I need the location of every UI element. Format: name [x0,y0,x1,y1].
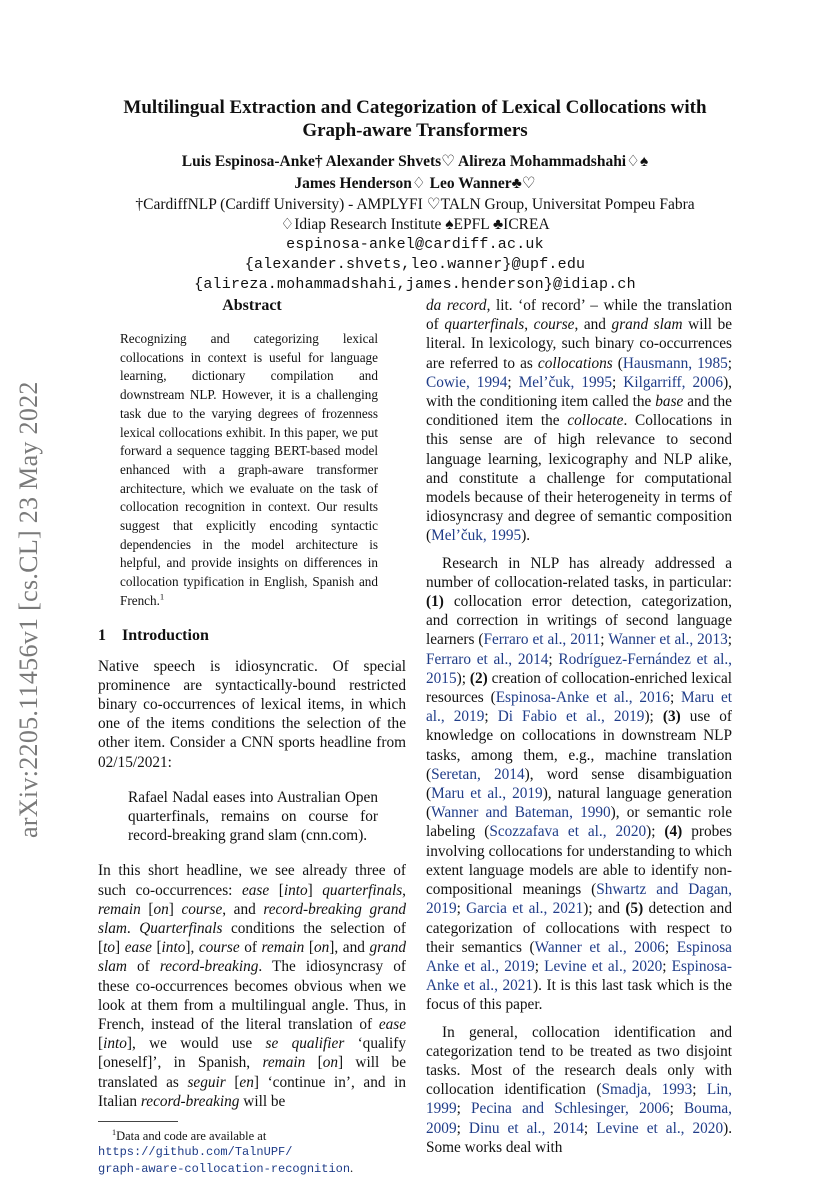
bold-text: (5) [625,900,644,918]
emphasis-text: to [103,939,116,957]
emphasis-text: grand slam [611,316,683,334]
text-span: conditions the selection of [ [98,919,406,957]
text-span: [ [304,939,314,957]
citation[interactable]: Shwartz and Dagan, 2019 [426,881,732,918]
affiliations-line-2: ♢Idiap Research Institute ♠EPFL ♣ICREA [280,216,550,233]
text-span: ‘qualify [oneself]’, in Spanish, [98,1035,407,1072]
text-span: ; [548,650,559,668]
text-span: ; [727,631,732,649]
intro-paragraph-4 [426,554,732,1015]
text-span: ] ‘continue in’, and in Italian [98,1073,407,1110]
authors-line-2: James Henderson♢ Leo Wanner♣♡ [294,175,536,192]
citation[interactable]: Pecina and Schlesinger, 2006 [471,1100,670,1118]
citation[interactable]: Smadja, 1993 [601,1081,693,1099]
text-span: , [524,316,534,334]
text-span: and the conditioned item the [426,393,732,430]
text-span: detection and categorization of collocations with respect to their semantics ( [426,900,732,956]
headline-quote: Rafael Nadal eases into Australian Open quarterfinals, remains on course for record-breaking grand slam (cnn.com). [128,788,378,845]
emphasis-text: course [181,900,223,918]
text-span: ; [669,689,682,707]
citation[interactable]: Levine et al., 2020 [596,1119,724,1137]
email-2: {alexander.shvets,leo.wanner}@upf.edu [244,256,586,273]
text-span: ; [669,1100,684,1118]
text-span: ( [612,354,623,372]
text-span: ; [484,708,498,726]
intro-paragraph-2 [98,861,406,1111]
paper-title [80,96,750,142]
citation[interactable]: Maru et al., 2019 [426,689,733,726]
emphasis-text: on [153,900,169,918]
emphasis-text: collocations [537,354,613,372]
citation[interactable]: Ferraro et al., 2011 [483,631,601,649]
text-span: ); [644,708,663,726]
text-span: ; [662,957,672,975]
emphasis-text: record-breaking grand slam [98,900,407,937]
emphasis-text: remain [261,939,305,957]
footnote-rule [98,1121,178,1122]
text-span: ; [456,900,467,918]
text-span: [ [98,1035,104,1053]
footnote [98,1128,406,1177]
text-span: ; [727,354,733,372]
emphasis-text: ease [378,1016,406,1033]
text-span: , lit. ‘of record’ – while the translation of [426,297,732,334]
emphasis-text: remain [262,1054,306,1072]
text-span: [ [269,881,284,899]
text-span: [ [151,939,162,957]
text-span: ). It is this last task which is the focus of this paper. [426,977,732,1014]
emphasis-text: se qualifier [265,1035,345,1053]
affiliations-line-1: †CardiffNLP (Cardiff University) - AMPLYFI ♡TALN Group, Universitat Pompeu Fabra [135,196,695,213]
text-span: creation of collocation-enriched lexical resources ( [426,669,733,707]
citation[interactable]: Espinosa-Anke et al., 2016 [495,689,670,707]
citation[interactable]: Di Fabio et al., 2019 [497,708,645,726]
text-span: ; [664,938,677,956]
footnote-link-line-1[interactable]: https://github.com/TalnUPF/ [98,1145,293,1160]
email-1: espinosa-ankel@cardiff.ac.uk [286,236,544,253]
abstract-body: Recognizing and categorizing lexical collocations in context is useful for language learning, dictionary compilation and downstream NLP. However, it is a challenging task due to the varying degrees of frozenness lexical collocations exhibit. In this paper, we put forward a sequence tagging BERT-based model enhanced with a graph-aware transformer architecture, which we evaluate on the task of collocation recognition in context. Our results suggest that explicitly encoding syntactic dependencies in the model architecture is helpful, and provide insights on differences in collocation typification in English, Spanish and French. [120,331,378,608]
citation[interactable]: Bouma, 2009 [426,1100,732,1137]
text-span: , and [574,316,612,334]
section-number: 1 [98,626,106,644]
citation[interactable]: Cowie, 1994 [426,373,508,391]
text-span: ], [185,939,199,957]
email-3: {alireza.mohammadshahi,james.henderson}@idiap.ch [194,276,636,293]
emphasis-text: on [314,939,330,957]
footnote-ref[interactable]: 1 [159,591,165,602]
intro-paragraph-1: Native speech is idiosyncratic. Of special prominence are syntactically-bound restricted binary co-occurrences of lexical items, in which one of the items conditions the selection of the other item. Consider a CNN sports headline from 02/15/2021: [98,657,406,771]
text-span: ); [456,669,470,687]
citation[interactable]: Hausmann, 1985 [622,354,728,372]
text-span: Research in NLP has already addressed a number of collocation-related tasks, in particular: [426,554,732,591]
text-span: [ [305,1054,323,1072]
authors-line-1: Luis Espinosa-Anke† Alexander Shvets♡ Alireza Mohammadshahi♢♠ [181,153,649,170]
text-span: . Collocations in this sense are of high relevance to second language learning, lexicography and NLP alike, and constitute a challenge for computational models because of their heterogeneity in terms of idiosyncrasy and degree of semantic composition ( [426,412,732,545]
citation[interactable]: Scozzafava et al., 2020 [489,823,647,841]
text-span: . [126,919,140,937]
emphasis-text: on [322,1054,338,1072]
emphasis-text: da record [426,297,487,314]
text-span: In this short headline, we see already three of such co-occurrences: [98,862,406,899]
text-span: ], we would use [126,1035,266,1053]
emphasis-text: course [533,316,575,334]
text-span: use of knowledge on collocations in downstream NLP tasks, among them, e.g., machine translation ( [426,708,732,783]
text-span: ] [168,900,182,918]
section-heading-introduction [98,627,406,645]
emphasis-text: record-breaking [140,1092,240,1110]
emphasis-text: into [283,881,308,899]
emphasis-text: into [103,1035,127,1053]
citation[interactable]: Espinosa Anke et al., 2019 [426,938,732,975]
citation[interactable]: Dinu et al., 2014 [468,1119,584,1137]
text-span: ); and [583,900,626,918]
text-span: ), with the conditioning item called the [426,373,732,411]
text-span: ] [307,881,323,899]
citation[interactable]: Mel’čuk, 1995 [518,373,612,391]
abstract-heading: Abstract [222,297,282,314]
text-span: ; [507,373,519,391]
text-span: [ [140,900,154,918]
emphasis-text: seguir [187,1073,226,1091]
text-span: In general, collocation identification and categorization tend to be treated as two disjoint tasks. Most of the research deals only with collocation identification ( [426,1023,732,1099]
citation[interactable]: Mel’čuk, 1995 [431,527,522,545]
text-span: ; [583,1119,597,1137]
section-title: Introduction [122,626,209,644]
emphasis-text: ease [241,881,270,899]
bold-text: (2) [469,669,488,687]
text-span: ; [456,1100,472,1118]
bold-text: (4) [664,823,683,841]
abstract-text [120,330,378,611]
text-span: ], and [329,939,370,957]
citation[interactable]: Kilgarriff, 2006 [623,373,724,391]
emphasis-text: into [161,939,186,957]
citation[interactable]: Lin, 1999 [426,1081,732,1118]
left-column [98,296,406,1177]
emphasis-text: collocate [567,412,624,430]
text-span: ); [646,823,665,841]
citation[interactable]: Seretan, 2014 [431,765,525,783]
text-span: ; [692,1081,707,1099]
emphasis-text: Quarterfinals [139,919,223,937]
text-span: . The idiosyncrasy of these co-occurrences becomes obvious when we look at them from a multilingual angle. Thus, in French, instead of the literal translation of [98,958,406,1033]
title-line-1: Multilingual Extraction and Categorization of Lexical Collocations with [123,97,707,118]
citation[interactable]: Wanner et al., 2006 [534,938,665,956]
text-span: ] [115,939,125,957]
title-line-2: Graph-aware Transformers [302,120,528,141]
text-span: probes involving collocations for understanding to which extent language models are able to identify non-compositional meanings ( [426,823,732,899]
footnote-mark: 1 [112,1127,117,1137]
text-span: [ [225,1073,240,1091]
arxiv-identifier: arXiv:2205.11456v1 [cs.CL] 23 May 2022 [14,381,43,839]
citation[interactable]: Levine et al., 2020 [544,957,663,975]
text-span: of [239,939,262,957]
citation[interactable]: Garcia et al., 2021 [466,900,584,918]
text-span: ), word sense disambiguation ( [426,765,732,803]
citation[interactable]: Ferraro et al., 2014 [426,650,549,668]
emphasis-text: remain [98,900,141,918]
text-span: , [402,881,406,899]
bold-text: (1) [426,593,444,611]
emphasis-text: en [239,1073,254,1091]
text-span: will be [239,1092,286,1110]
footnote-link-line-2[interactable]: graph-aware-collocation-recognition [98,1162,351,1177]
emphasis-text: ease [124,939,152,957]
citation[interactable]: Wanner et al., 2013 [608,631,728,649]
text-span: ), or semantic role labeling ( [426,804,732,841]
emphasis-text: quarterfinals [322,881,403,899]
emphasis-text: base [655,393,684,411]
text-span: ; [534,957,545,975]
text-span: ). Some works deal with [426,1119,733,1156]
text-span: . [350,1161,354,1176]
text-span: ; [456,1119,469,1137]
intro-paragraph-3 [426,296,732,546]
footnote-text: Data and code are available at [116,1129,267,1144]
right-column [426,296,732,1157]
intro-paragraph-5 [426,1023,732,1157]
text-span: ; [600,631,609,649]
text-span: , and [222,900,264,918]
text-span: of [126,958,160,976]
text-span: ). [521,527,531,545]
emphasis-text: grand slam [98,939,406,976]
citation[interactable]: Maru et al., 2019 [431,785,543,803]
text-span: ] will be translated as [98,1054,406,1091]
text-span: collocation error detection, categorization, and correction in writings of second language learners ( [426,593,732,649]
emphasis-text: course [198,939,240,957]
citation[interactable]: Espinosa-Anke et al., 2021 [426,957,733,995]
citation[interactable]: Wanner and Bateman, 1990 [431,804,611,822]
text-span: ; [611,373,624,391]
citation[interactable]: Rodríguez-Fernández et al., 2015 [426,650,733,687]
text-span: ), natural language generation ( [426,785,732,822]
text-span: will be literal. In lexicology, such binary co-occurrences are referred to as [426,316,733,372]
emphasis-text: record-breaking [159,958,259,976]
emphasis-text: quarterfinals [444,316,525,334]
bold-text: (3) [662,708,681,726]
